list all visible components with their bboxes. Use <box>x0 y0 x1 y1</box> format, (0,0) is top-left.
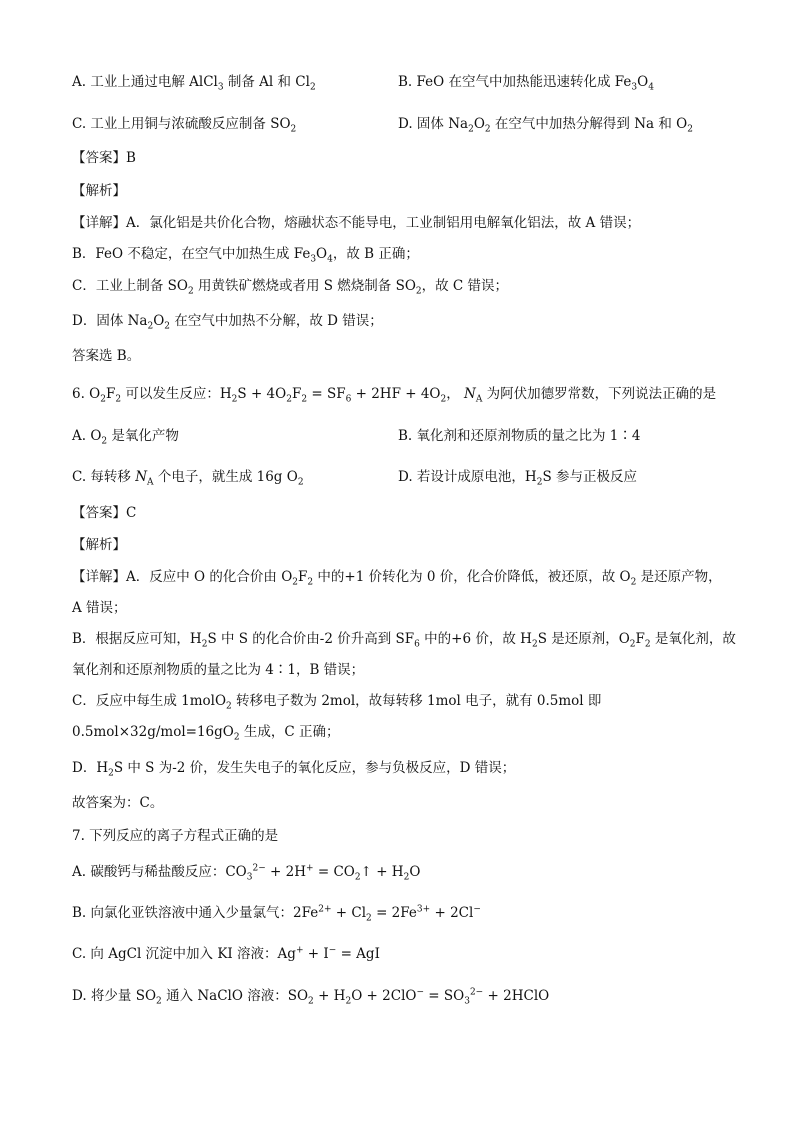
subscript: 2 <box>484 124 491 135</box>
q6-detail-b <box>72 629 736 649</box>
subscript: 2 <box>108 768 114 779</box>
subscript: 2 <box>100 394 106 405</box>
q6-detail-a <box>72 567 722 587</box>
text-run: C. 向 AgCl 沉淀中加入 KI 溶液：Ag <box>72 946 296 962</box>
subscript: 2 <box>687 124 693 135</box>
text-run: S 中 S 为-2 价，发生失电子的氧化反应，参与负极反应，D 错误； <box>113 760 516 776</box>
text-run: = AgI <box>336 946 380 962</box>
subscript: 2 <box>156 996 162 1007</box>
text-run: ↑ + H <box>360 864 404 880</box>
text-run: C．工业上制备 SO <box>72 278 188 294</box>
subscript: 2 <box>366 913 372 924</box>
text-run: 是氧化剂，故 <box>650 631 736 647</box>
subscript: 3 <box>631 82 638 93</box>
superscript: 2− <box>469 987 484 998</box>
q7-option-d <box>72 986 549 1006</box>
subscript: 2 <box>309 82 316 93</box>
subscript: 2 <box>630 577 637 588</box>
text-run: F <box>298 569 308 585</box>
text-run: ，故 C 错误； <box>421 278 509 294</box>
q5-detail-d <box>72 311 383 331</box>
subscript: 4 <box>648 82 654 93</box>
q5-option-b <box>398 72 654 92</box>
text-run: 生成，C 正确； <box>239 724 340 740</box>
subscript: 3 <box>246 872 253 883</box>
subscript: 2 <box>629 639 636 650</box>
subscript: 2 <box>440 394 447 405</box>
subscript: 2 <box>115 394 122 405</box>
superscript: 2+ <box>318 904 332 915</box>
text-run: S 中 S 的化合价由-2 价升高到 SF <box>207 631 415 647</box>
subscript: 2 <box>226 701 232 712</box>
text-run: ，故 B 正确； <box>332 246 419 262</box>
subscript: 2 <box>345 996 352 1007</box>
text-run: B．根据反应可知，H <box>72 631 202 647</box>
subscript: 2 <box>415 286 422 297</box>
text-run: 中的+1 价转化为 0 价，化合价降低，被还原，故 O <box>313 569 631 585</box>
subscript: 2 <box>354 872 361 883</box>
text-run: O + 2ClO <box>351 988 417 1004</box>
q6-stem <box>72 384 716 404</box>
subscript: 2 <box>301 394 308 405</box>
superscript: − <box>416 987 424 998</box>
subscript: 2 <box>536 477 543 488</box>
q5-detail-b <box>72 244 419 264</box>
subscript: 3 <box>310 254 317 265</box>
subscript: 2 <box>644 639 651 650</box>
text-run: 在空气中加热分解得到 Na 和 O <box>490 116 688 132</box>
text-run: N <box>135 469 148 485</box>
text-run: A. 碳酸钙与稀盐酸反应：CO <box>72 864 247 880</box>
text-run: 转移电子数为 2mol，故每转移 1mol 电子，就有 0.5mol 即 <box>231 693 602 709</box>
subscript: 2 <box>286 394 292 405</box>
subscript: 2 <box>308 996 314 1007</box>
superscript: − <box>328 945 337 956</box>
superscript: + <box>306 863 314 874</box>
text-run: O <box>153 313 165 329</box>
q6-detail-c-cont <box>72 722 340 742</box>
text-run: 为阿伏加德罗常数，下列说法正确的是 <box>482 386 717 402</box>
text-run: = 2Fe <box>371 905 417 921</box>
subscript: 2 <box>187 286 194 297</box>
text-run: = CO <box>313 864 355 880</box>
text-run: C．反应中每生成 1molO <box>72 693 227 709</box>
subscript: A <box>475 394 483 405</box>
subscript: 2 <box>468 124 474 135</box>
text-run: + 2H <box>265 864 307 880</box>
q6-answer: 【答案】C <box>72 505 137 521</box>
text-run: A. O <box>72 428 102 444</box>
text-run: F <box>635 631 645 647</box>
text-run: 0.5mol×32g/mol=16gO <box>72 724 234 740</box>
text-run: 制备 Al 和 Cl <box>223 74 310 90</box>
subscript: 3 <box>464 996 470 1007</box>
text-run: C. 工业上用铜与浓硫酸反应制备 SO <box>72 116 291 132</box>
text-run: + I <box>303 946 329 962</box>
text-run: = SO <box>424 988 465 1004</box>
subscript: 2 <box>307 577 314 588</box>
superscript: 3+ <box>416 904 431 915</box>
text-run: C. 每转移 <box>72 469 136 485</box>
superscript: 2− <box>252 863 266 874</box>
q7-option-b <box>72 903 481 923</box>
text-run: S + 4O <box>237 386 287 402</box>
q5-conclusion: 答案选 B。 <box>72 348 141 364</box>
text-run: 通入 NaClO 溶液：SO <box>161 988 309 1004</box>
subscript: 4 <box>327 254 333 265</box>
q6-option-b: B. 氧化剂和还原剂物质的量之比为 1∶4 <box>398 428 641 444</box>
text-run: 个电子，就生成 16g O <box>153 469 298 485</box>
text-run: + Cl <box>331 905 367 921</box>
text-run: 6. O <box>72 386 101 402</box>
subscript: A <box>147 477 154 488</box>
q7-option-a <box>72 862 420 882</box>
text-run: + H <box>313 988 346 1004</box>
q6-option-a <box>72 426 179 446</box>
subscript: 2 <box>290 124 297 135</box>
text-run: F <box>105 386 116 402</box>
text-run: D. 若设计成原电池，H <box>398 469 537 485</box>
q5-detail-a: 【详解】A．氯化铝是共价化合物，熔融状态不能导电，工业制铝用电解氧化铝法，故 A 错误； <box>72 215 641 231</box>
subscript: 3 <box>217 82 224 93</box>
text-run: D．固体 Na <box>72 313 148 329</box>
subscript: 6 <box>345 394 352 405</box>
text-run: 【详解】A．反应中 O 的化合价由 O <box>72 569 293 585</box>
text-run: O <box>473 116 485 132</box>
text-run: B. FeO 在空气中加热能迅速转化成 Fe <box>398 74 632 90</box>
text-run: F <box>291 386 302 402</box>
text-run: 是氧化产物 <box>107 428 179 444</box>
text-run: N <box>464 386 476 402</box>
q5-option-d <box>398 114 693 134</box>
q7-stem: 7. 下列反应的离子方程式正确的是 <box>72 828 279 844</box>
q6-conclusion: 故答案为：C。 <box>72 795 164 811</box>
text-run: 用黄铁矿燃烧或者用 S 燃烧制备 SO <box>193 278 416 294</box>
text-run: A. 工业上通过电解 AlCl <box>72 74 218 90</box>
q5-analysis-heading: 【解析】 <box>72 183 126 199</box>
q7-option-c <box>72 944 380 964</box>
text-run: D. 固体 Na <box>398 116 469 132</box>
text-run: B. 向氯化亚铁溶液中通入少量氯气：2Fe <box>72 905 319 921</box>
text-run: S 是还原剂，O <box>537 631 630 647</box>
text-run: O <box>637 74 649 90</box>
subscript: 2 <box>531 639 538 650</box>
q5-option-c <box>72 114 296 134</box>
text-run: 是还原产物， <box>636 569 722 585</box>
text-run: 可以发生反应：H <box>121 386 232 402</box>
q6-detail-b-cont: 氧化剂和还原剂物质的量之比为 4∶1，B 错误； <box>72 662 365 678</box>
q6-option-c <box>72 467 304 487</box>
subscript: 2 <box>101 436 108 447</box>
subscript: 2 <box>292 577 298 588</box>
q6-detail-d <box>72 758 515 778</box>
q6-option-d <box>398 467 637 487</box>
text-run: O <box>409 864 421 880</box>
q6-analysis-heading: 【解析】 <box>72 537 126 553</box>
superscript: − <box>473 904 481 915</box>
subscript: 2 <box>403 872 410 883</box>
text-run: = SF <box>307 386 346 402</box>
q6-detail-a-cont: A 错误； <box>72 600 127 616</box>
text-run: 在空气中加热不分解，故 D 错误； <box>170 313 383 329</box>
subscript: 2 <box>164 321 171 332</box>
text-run: S 参与正极反应 <box>542 469 637 485</box>
text-run: O <box>316 246 328 262</box>
subscript: 2 <box>201 639 208 650</box>
q5-option-a <box>72 72 316 92</box>
text-run: + 2Cl <box>430 905 474 921</box>
text-run: D. 将少量 SO <box>72 988 157 1004</box>
text-run: 中的+6 价，故 H <box>419 631 532 647</box>
text-run: + 2HF + 4O <box>351 386 441 402</box>
subscript: 2 <box>233 732 240 743</box>
subscript: 6 <box>414 639 420 650</box>
q6-detail-c <box>72 691 601 711</box>
text-run: D．H <box>72 760 109 776</box>
q5-detail-c <box>72 276 508 296</box>
subscript: 2 <box>231 394 238 405</box>
text-run: ， <box>446 386 465 402</box>
subscript: 2 <box>147 321 154 332</box>
text-run: + 2HClO <box>483 988 550 1004</box>
superscript: + <box>295 945 304 956</box>
q5-answer: 【答案】B <box>72 150 136 166</box>
subscript: 2 <box>297 477 304 488</box>
text-run: B．FeO 不稳定，在空气中加热生成 Fe <box>72 246 311 262</box>
